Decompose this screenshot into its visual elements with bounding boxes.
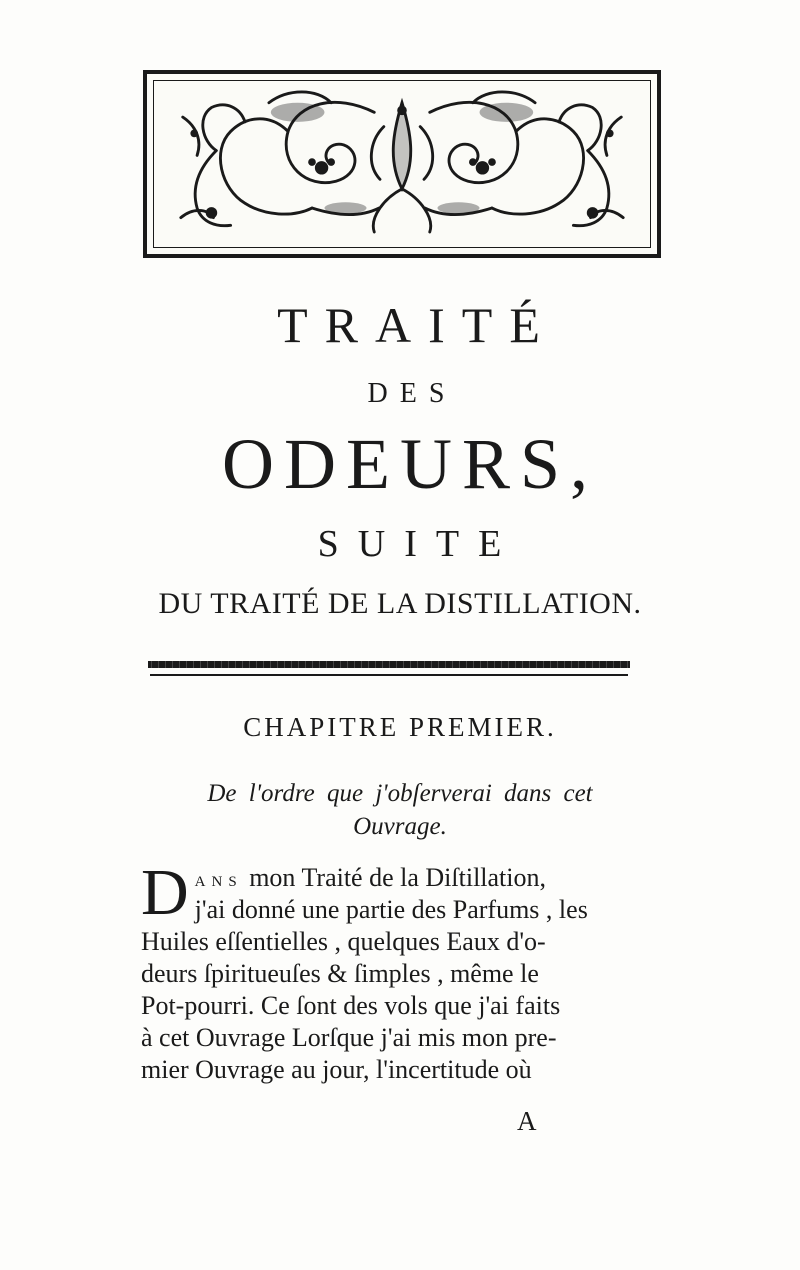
body-paragraph <box>141 856 641 1086</box>
smallcaps-word: ANS <box>194 874 243 890</box>
body-line-5: Pot-pourri. Ce ſont des vols que j'ai faits <box>141 991 561 1020</box>
section-title-line2: Ouvrage. <box>353 813 447 840</box>
title-des: DES <box>367 378 457 409</box>
title-subtitle: DU TRAITÉ DE LA DISTILLATION. <box>158 587 642 620</box>
body-line-3: Huiles eſſentielles , quelques Eaux d'o- <box>141 927 546 956</box>
catchword-signature: A <box>517 1106 537 1136</box>
body-line-1-text: mon Traité de la Diſtillation, <box>242 863 547 892</box>
drop-cap: D <box>141 856 189 929</box>
body-line-4: deurs ſpiritueuſes & ſimples , même le <box>141 959 539 988</box>
body-line-6: à cet Ouvrage Lorſque j'ai mis mon pre- <box>141 1023 557 1052</box>
double-rule-thin <box>150 674 628 676</box>
ornamental-headpiece <box>143 70 661 258</box>
chapter-heading: CHAPITRE PREMIER. <box>243 712 557 742</box>
body-line-2: j'ai donné une partie des Parfums , les <box>194 895 588 924</box>
title-suite: SUITE <box>317 523 521 565</box>
body-line-1 <box>141 862 641 894</box>
scrollwork-ornament-icon <box>147 74 657 254</box>
section-title-line1: De l'ordre que j'obſerverai dans cet <box>207 780 593 807</box>
double-rule-thick <box>148 661 630 668</box>
title-odeurs: ODEURS, <box>221 424 599 504</box>
body-line-7: mier Ouvrage au jour, l'incertitude où <box>141 1055 532 1084</box>
title-traite: TRAITÉ <box>277 297 557 353</box>
